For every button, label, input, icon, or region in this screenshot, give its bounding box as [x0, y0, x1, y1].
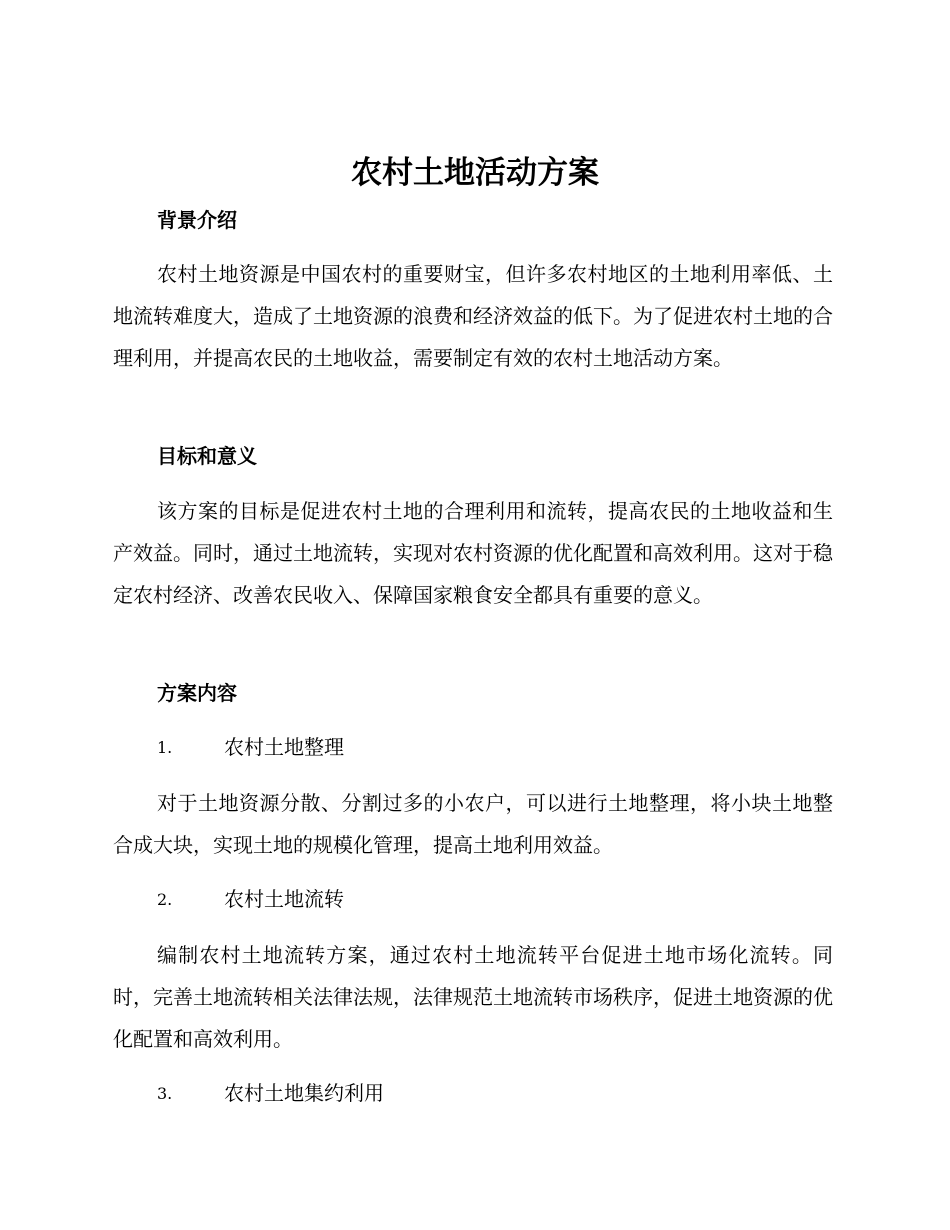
list-item-title: 农村土地流转	[224, 887, 344, 911]
section-heading-goals: 目标和意义	[157, 444, 257, 468]
list-item-title: 农村土地整理	[224, 735, 344, 759]
list-item-number: 3.	[157, 1084, 173, 1103]
list-item-number: 2.	[157, 890, 173, 909]
section-heading-content: 方案内容	[157, 681, 237, 705]
list-item-number: 1.	[157, 738, 173, 757]
document-title: 农村土地活动方案	[351, 155, 599, 191]
paragraph-background: 农村土地资源是中国农村的重要财宝，但许多农村地区的土地利用率低、土地流转难度大，造成了土地资源的浪费和经济效益的低下。为了促进农村土地的合理利用，并提高农民的土地收益，需要制定有效的农村土地活动方案。	[113, 262, 833, 370]
list-item-title: 农村土地集约利用	[224, 1081, 384, 1105]
paragraph-goals: 该方案的目标是促进农村土地的合理利用和流转，提高农民的土地收益和生产效益。同时，通过土地流转，实现对农村资源的优化配置和高效利用。这对于稳定农村经济、改善农民收入、保障国家粮食安全都具有重要的意义。	[113, 499, 833, 607]
paragraph-item-2: 编制农村土地流转方案，通过农村土地流转平台促进土地市场化流转。同时，完善土地流转相关法律法规，法律规范土地流转市场秩序，促进土地资源的优化配置和高效利用。	[113, 943, 833, 1051]
paragraph-item-1: 对于土地资源分散、分割过多的小农户，可以进行土地整理，将小块土地整合成大块，实现土地的规模化管理，提高土地利用效益。	[113, 791, 833, 857]
section-heading-background: 背景介绍	[157, 208, 237, 232]
